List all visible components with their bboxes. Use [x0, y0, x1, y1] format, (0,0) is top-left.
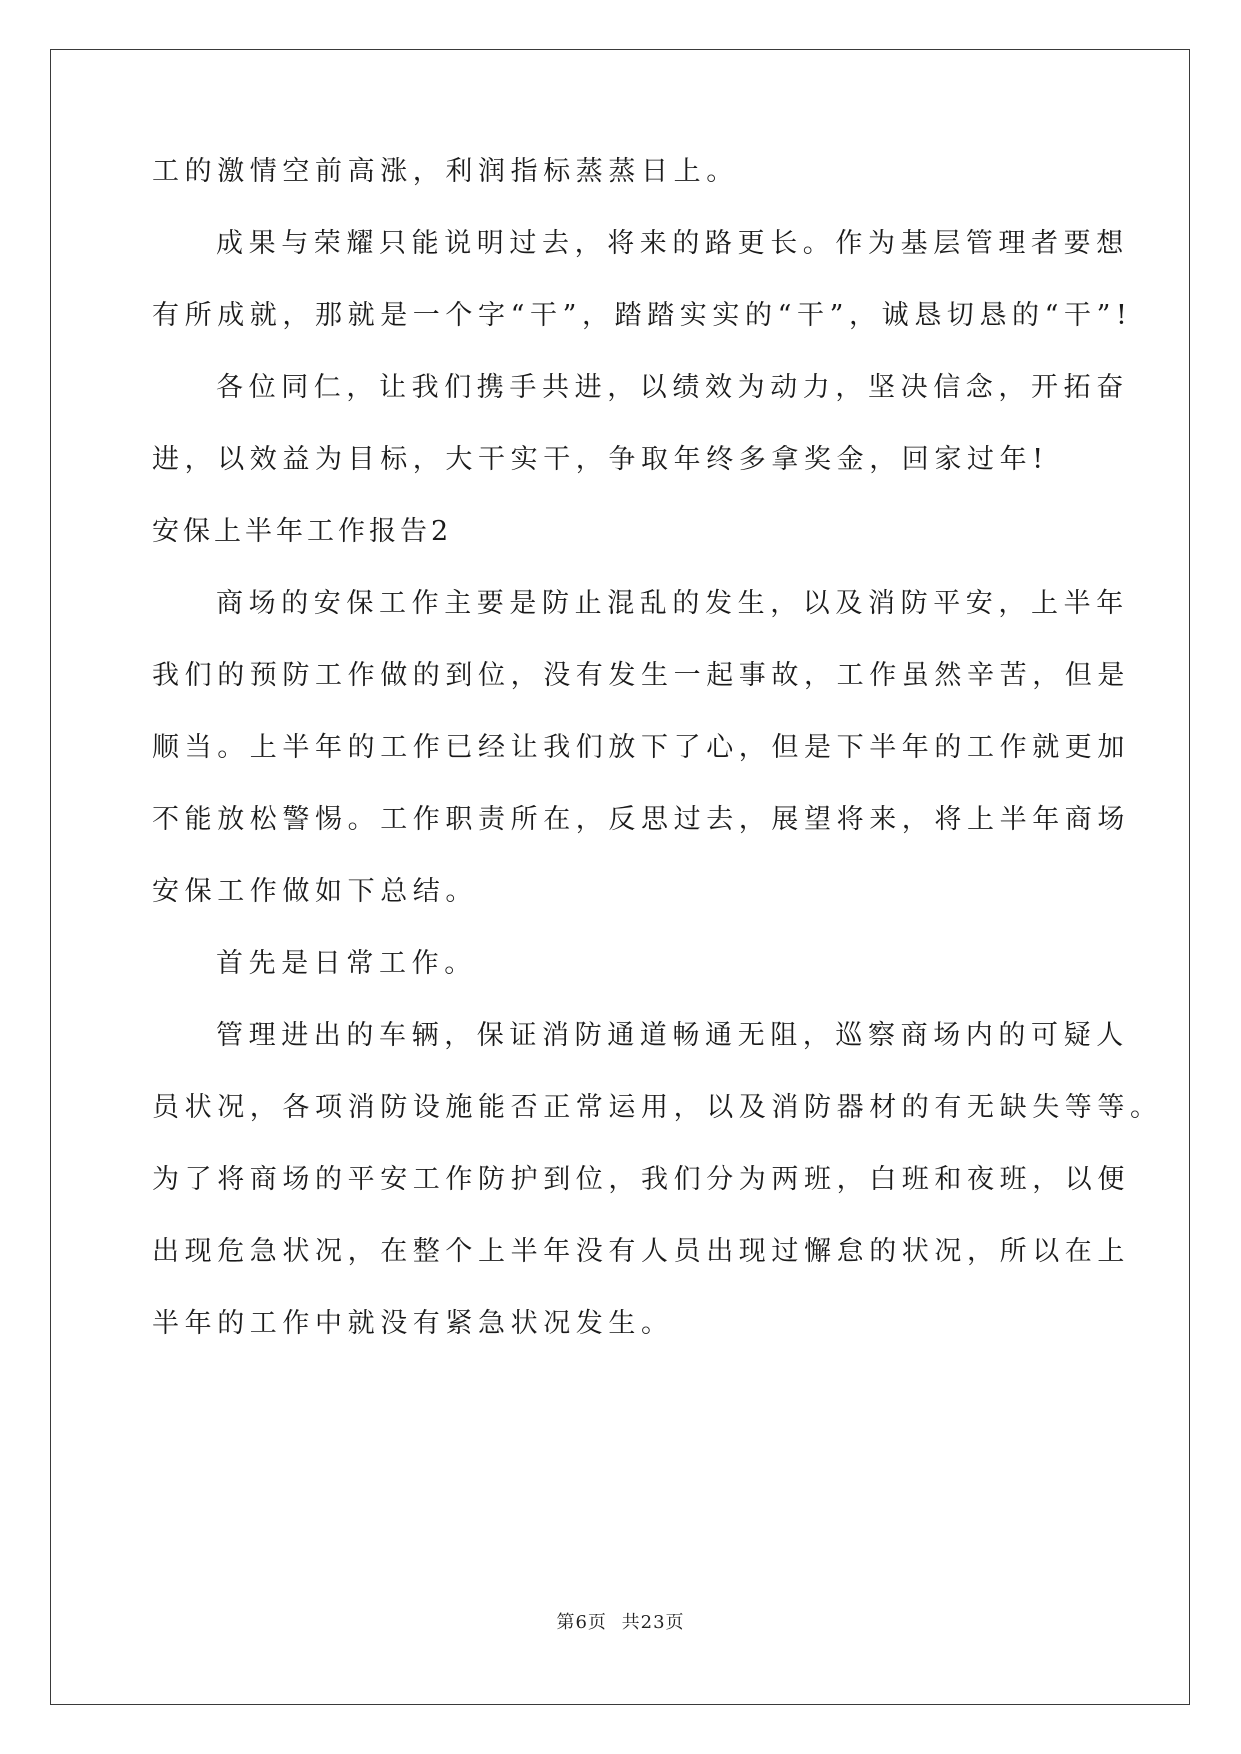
- text-line: 管理进出的车辆，保证消防通道畅通无阻，巡察商场内的可疑人: [216, 1020, 1129, 1051]
- text-line: 为了将商场的平安工作防护到位，我们分为两班，白班和夜班，以便: [152, 1164, 1130, 1195]
- text-line: 半年的工作中就没有紧急状况发生。: [152, 1308, 674, 1339]
- text-line: 商场的安保工作主要是防止混乱的发生，以及消防平安，上半年: [216, 588, 1129, 619]
- section-heading: 安保上半年工作报告2: [152, 516, 453, 547]
- text-line: 进，以效益为目标，大干实干，争取年终多拿奖金，回家过年!: [152, 444, 1049, 475]
- text-line: 有所成就，那就是一个字“干”，踏踏实实的“干”，诚恳切恳的“干”!: [152, 300, 1133, 331]
- text-line: 安保工作做如下总结。: [152, 876, 478, 907]
- text-line: 员状况，各项消防设施能否正常运用，以及消防器材的有无缺失等等。: [152, 1092, 1163, 1123]
- text-line: 成果与荣耀只能说明过去，将来的路更长。作为基层管理者要想: [216, 228, 1129, 259]
- page-footer: [0, 1608, 1241, 1634]
- text-line: 出现危急状况，在整个上半年没有人员出现过懈怠的状况，所以在上: [152, 1236, 1130, 1267]
- page-total: 共23页: [621, 1612, 685, 1633]
- text-line: 首先是日常工作。: [216, 948, 477, 979]
- page-number: 第6页: [556, 1612, 607, 1633]
- text-line: 顺当。上半年的工作已经让我们放下了心，但是下半年的工作就更加: [152, 732, 1130, 763]
- text-line: 不能放松警惕。工作职责所在，反思过去，展望将来，将上半年商场: [152, 804, 1130, 835]
- text-line: 各位同仁，让我们携手共进，以绩效为动力，坚决信念，开拓奋: [216, 372, 1129, 403]
- text-line: 工的激情空前高涨，利润指标蒸蒸日上。: [152, 156, 739, 187]
- text-line: 我们的预防工作做的到位，没有发生一起事故，工作虽然辛苦，但是: [152, 660, 1130, 691]
